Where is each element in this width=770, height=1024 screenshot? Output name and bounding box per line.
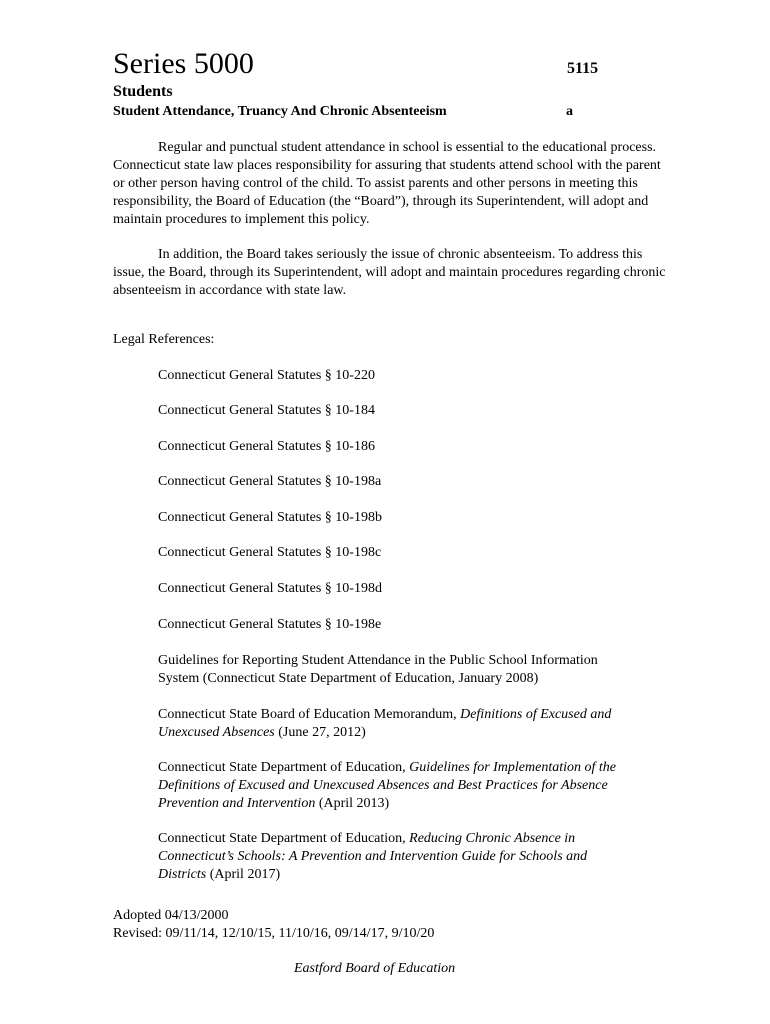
paragraph-attendance-text: Regular and punctual student attendance in school is essential to the educational process. Connecticut state law places responsibility for assuring that students attend school with the parent or other person having control of the child. To assist parents and other persons in meeting this responsibility, the Board of Education (the “Board”), through its Superintendent, will adopt and maintain procedures to implement this policy. [113,140,661,227]
statute-reference: Connecticut General Statutes § 10-198c [158,545,382,560]
memo-prefix: Connecticut State Board of Education Memorandum, [158,707,461,722]
paragraph-chronic-absenteeism [113,246,673,300]
sde-guide-prefix: Connecticut State Department of Education, [158,831,410,846]
revised-dates: Revised: 09/11/14, 12/10/15, 11/10/16, 09/14/17, 9/10/20 [113,926,435,941]
statute-reference: Connecticut General Statutes § 10-198a [158,474,382,489]
paragraph-attendance [113,139,673,229]
policy-number: 5115 [567,60,599,77]
sde-guidelines-date: (April 2013) [315,796,390,811]
paragraph-chronic-text: In addition, the Board takes seriously the issue of chronic absenteeism. To address this issue, the Board, through its Superintendent, will adopt and maintain procedures regarding chronic absenteeism in accordance with state law. [113,247,666,298]
policy-title: Student Attendance, Truancy And Chronic Absenteeism [113,104,447,119]
statute-reference: Connecticut General Statutes § 10-198b [158,510,382,525]
adopted-date: Adopted 04/13/2000 [113,908,229,923]
statute-reference: Connecticut General Statutes § 10-198e [158,617,382,632]
sde-guide-reference [158,830,628,884]
sde-guide-date: (April 2017) [206,867,281,882]
guidelines-reference: Guidelines for Reporting Student Attendance in the Public School Information System (Connecticut State Department of Education, January 2008) [158,653,598,686]
statute-reference: Connecticut General Statutes § 10-198d [158,581,382,596]
sde-guide-title: Reducing Chronic Absence in Connecticut’s Schools: A Prevention and Intervention Guide for Schools and Districts [158,831,588,882]
statute-reference: Connecticut General Statutes § 10-220 [158,368,375,383]
series-title: Series 5000 [113,47,254,80]
memo-title: Definitions of Excused and Unexcused Absences [158,707,612,740]
memo-reference [158,706,658,742]
sde-guidelines-reference [158,759,658,813]
statute-reference: Connecticut General Statutes § 10-184 [158,403,375,418]
section-title: Students [113,83,173,100]
legal-references-heading: Legal References: [113,332,215,347]
sde-guidelines-prefix: Connecticut State Department of Education, [158,760,410,775]
memo-date: (June 27, 2012) [274,725,366,740]
footer-board-name: Eastford Board of Education [294,961,456,976]
statute-reference: Connecticut General Statutes § 10-186 [158,439,375,454]
sde-guidelines-title: Guidelines for Implementation of the Definitions of Excused and Unexcused Absences and Best Practices for Absence Prevention and Intervention [158,760,617,811]
policy-suffix: a [566,104,573,119]
